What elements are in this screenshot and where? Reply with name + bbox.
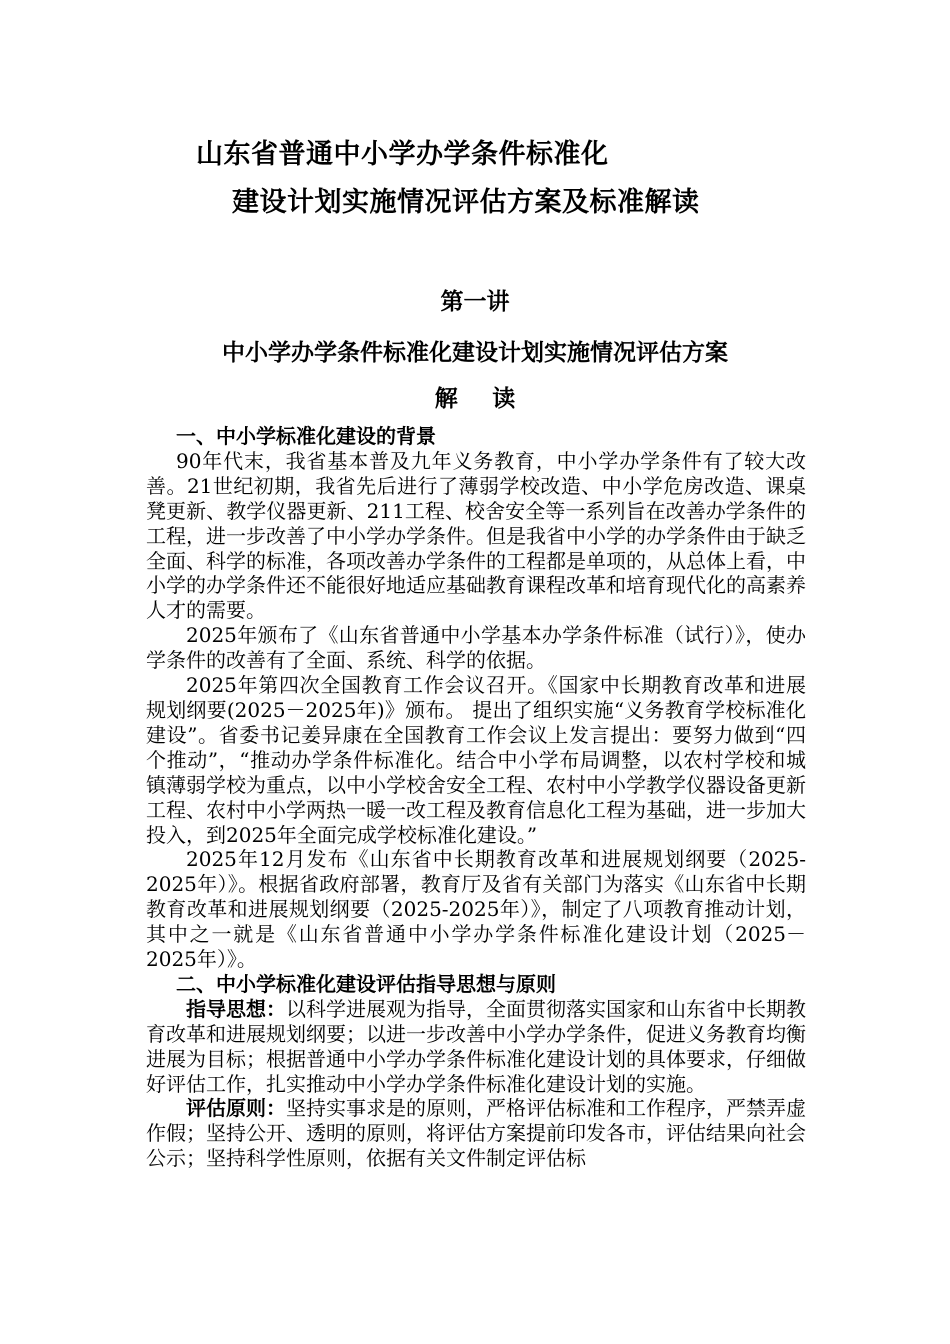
lecture-jiedu: 解读: [434, 385, 550, 412]
guiding-ideology-text: 以科学进展观为指导，全面贯彻落实国家和山东省中长期教育改革和进展规划纲要；以进一步改善中小学办学条件，促进义务教育均衡进展为目标；根据普通中小学办学条件标准化建设计划的具体要求，仔细做好评估工作，扎实推动中小学办学条件标准化建设计划的实施。: [146, 996, 806, 1096]
evaluation-principles-label: 评估原则：: [186, 1096, 286, 1121]
document-body: [146, 424, 806, 1171]
evaluation-principles-text: 坚持实事求是的原则，严格评估标准和工作程序，严禁弄虚作假；坚持公开、透明的原则，将评估方案提前印发各市，评估结果向社会公示；坚持科学性原则，依据有关文件制定评估标: [146, 1096, 806, 1171]
section-2-heading: 二、中小学标准化建设评估指导思想与原则: [176, 971, 556, 996]
section-1-paragraph-4: 2025年12月发布《山东省中长期教育改革和进展规划纲要（2025-2025年）》。根据省政府部署，教育厅及省有关部门为落实《山东省中长期教育改革和进展规划纲要（2025-2025年）》，制定了八项教育推动计划，其中之一就是《山东省普通中小学办学条件标准化建设计划（2025－2025年）》。: [146, 847, 806, 972]
lecture-subtitle: 中小学办学条件标准化建设计划实施情况评估方案: [222, 339, 728, 366]
guiding-ideology-label: 指导思想：: [186, 996, 286, 1021]
document-title-line-2: 建设计划实施情况评估方案及标准解读: [232, 187, 700, 218]
lecture-number: 第一讲: [440, 288, 510, 315]
evaluation-principles-paragraph: [146, 1096, 806, 1171]
section-1-paragraph-2: 2025年颁布了《山东省普通中小学基本办学条件标准（试行）》，使办学条件的改善有了全面、系统、科学的依据。: [146, 623, 806, 673]
guiding-ideology-paragraph: [146, 997, 806, 1097]
document-title-line-1: 山东省普通中小学办学条件标准化: [196, 139, 609, 170]
section-1-heading: 一、中小学标准化建设的背景: [176, 424, 436, 448]
section-1-paragraph-3: 2025年第四次全国教育工作会议召开。《国家中长期教育改革和进展规划纲要(2025－2025年)》颁布。 提出了组织实施“义务教育学校标准化建设”。省委书记姜异康在全国教育工作会议上发言提出：要努力做到“四个推动”，“推动办学条件标准化。结合中小学布局调整，以农村学校和城镇薄弱学校为重点，以中小学校舍安全工程、农村中小学教学仪器设备更新工程、农村中小学两热一暖一改工程及教育信息化工程为基础，进一步加大投入，到2025年全面完成学校标准化建设。”: [146, 673, 806, 847]
section-1-paragraph-1: 90年代末，我省基本普及九年义务教育，中小学办学条件有了较大改善。21世纪初期，我省先后进行了薄弱学校改造、中小学危房改造、课桌凳更新、教学仪器更新、211工程、校舍安全等一系列旨在改善办学条件的工程，进一步改善了中小学办学条件。但是我省中小学的办学条件由于缺乏全面、科学的标准，各项改善办学条件的工程都是单项的，从总体上看，中小学的办学条件还不能很好地适应基础教育课程改革和培育现代化的高素养人才的需要。: [146, 448, 806, 623]
